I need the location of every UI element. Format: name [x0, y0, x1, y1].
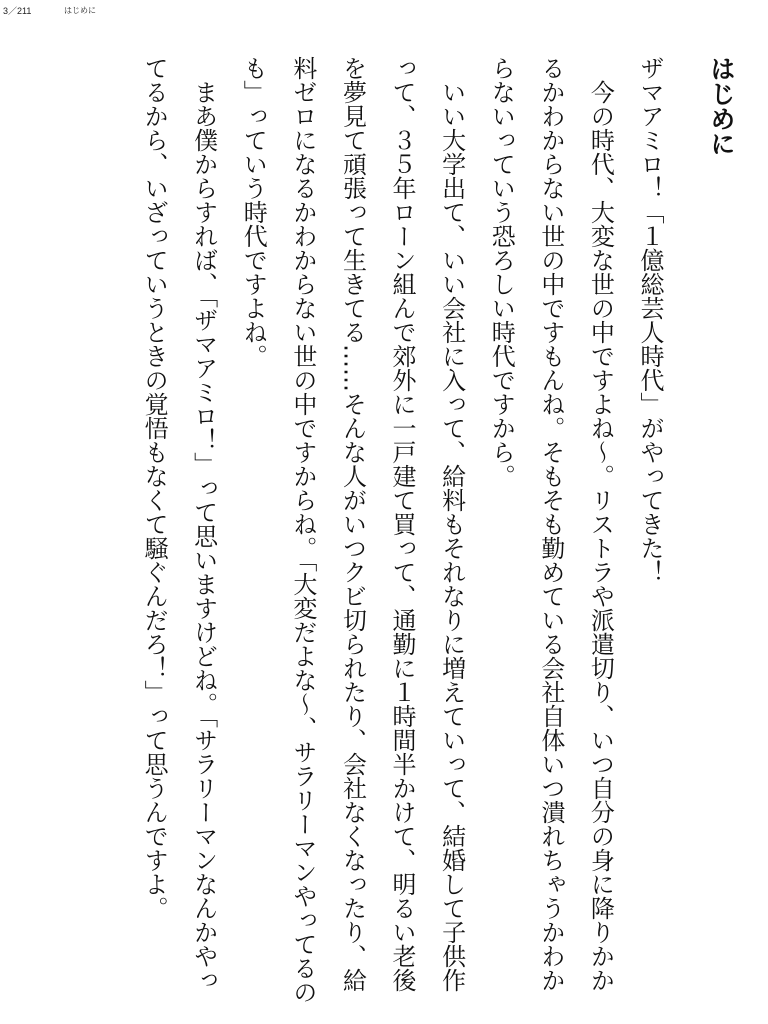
paragraph: まあ僕からすれば、「ザマアミロ！」って思いますけどね。「サラリーマンなんかやってるから、いざっていうときの覚悟もなくて騒ぐんだろ！」って思うんですよ。 [140, 56, 218, 992]
running-header: はじめに [64, 6, 96, 15]
paragraph: 今の時代、大変な世の中ですよね〜。リストラや派遣切り、いつ自分の身に降りかかるかわからない世の中ですもんね。そもそも勤めている会社自体いつ潰れちゃうかわからないっていう恐ろしい時代ですから。 [487, 56, 615, 992]
paragraph: ザマアミロ！「１億総芸人時代」がやってきた！ [636, 56, 664, 584]
reader-content[interactable] [50, 56, 740, 1006]
paragraph: いい大学出て、いい会社に入って、給料もそれなりに増えていって、結婚して子供作って、３５年ローン組んで郊外に一戸建て買って、通勤に１時間半かけて、明るい老後を夢見て頑張って生きてる……そんな人がいつクビ切られたり、会社なくなったり、給料ゼロになるかわからない世の中ですからね。「大変だよな〜、サラリーマンやってるのも」っていう時代ですよね。 [239, 56, 466, 1004]
page-indicator: 3／211 [3, 6, 32, 16]
chapter-title: はじめに [707, 56, 736, 156]
